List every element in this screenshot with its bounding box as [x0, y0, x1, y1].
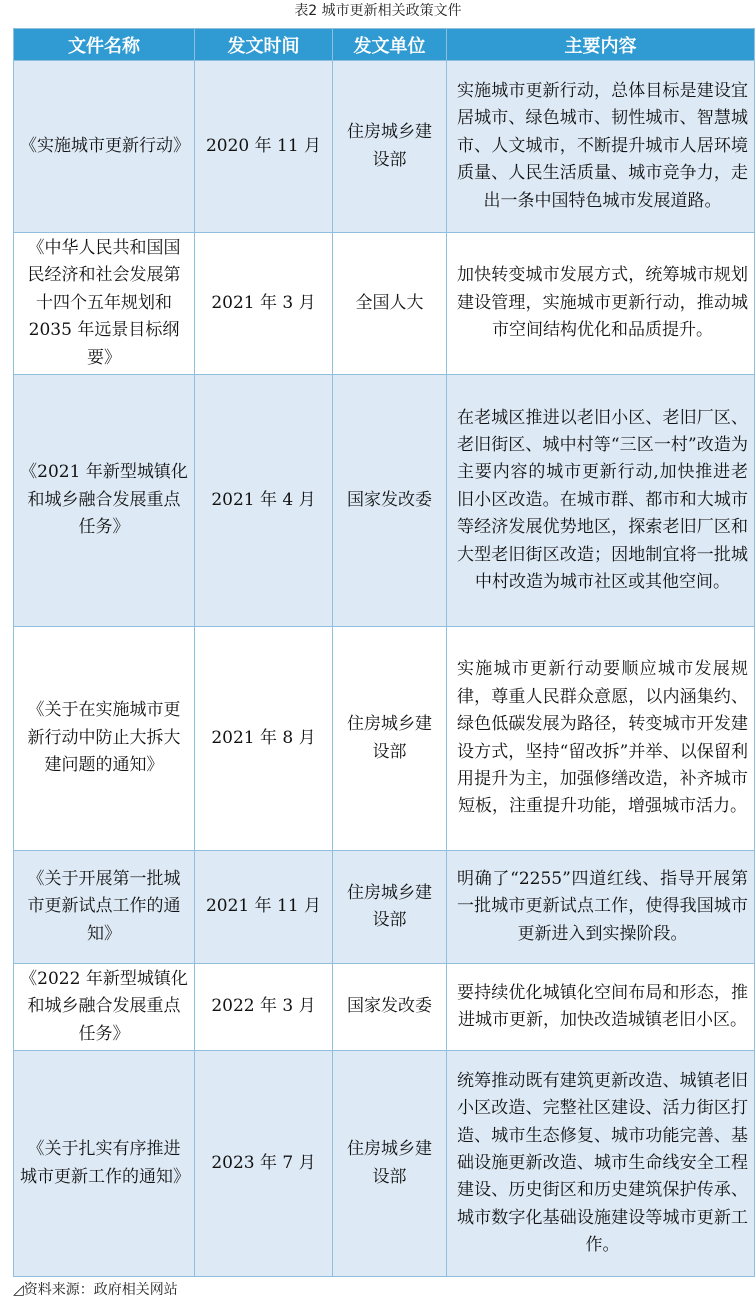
- issuer-cell: 住房城乡建设部: [333, 1051, 447, 1277]
- main-content-cell: 实施城市更新行动要顺应城市发展规律，尊重人民群众意愿，以内涵集约、绿色低碳发展为路径，转变城市开发建设方式，坚持“留改拆”并举、以保留利用提升为主，加强修缮改造，补齐城市短板，注重提升功能，增强城市活力。: [447, 627, 755, 851]
- header-document-name: 文件名称: [14, 29, 195, 61]
- table-row: [14, 233, 755, 375]
- issuer-cell: 住房城乡建设部: [333, 851, 447, 964]
- issue-date-cell: 2021 年 3 月: [195, 233, 333, 375]
- main-content-cell: 加快转变城市发展方式，统筹城市规划建设管理，实施城市更新行动，推动城市空间结构优化和品质提升。: [447, 233, 755, 375]
- issuer-cell: 住房城乡建设部: [333, 61, 447, 233]
- document-name-cell: 《中华人民共和国国民经济和社会发展第十四个五年规划和 2035 年远景目标纲要》: [14, 233, 195, 375]
- table-row: [14, 61, 755, 233]
- table-row: [14, 1051, 755, 1277]
- table-caption: 表2 城市更新相关政策文件: [294, 3, 462, 19]
- issuer-cell: 全国人大: [333, 233, 447, 375]
- header-main-content: 主要内容: [447, 29, 755, 61]
- issuer-cell: 国家发改委: [333, 375, 447, 627]
- policy-table: [13, 28, 755, 1277]
- table-row: [14, 851, 755, 964]
- main-content-cell: 要持续优化城镇化空间布局和形态，推进城市更新，加快改造城镇老旧小区。: [447, 964, 755, 1051]
- header-issue-date: 发文时间: [195, 29, 333, 61]
- issuer-cell: 国家发改委: [333, 964, 447, 1051]
- document-name-cell: 《2021 年新型城镇化和城乡融合发展重点任务》: [14, 375, 195, 627]
- issue-date-cell: 2021 年 4 月: [195, 375, 333, 627]
- document-name-cell: 《关于扎实有序推进城市更新工作的通知》: [14, 1051, 195, 1277]
- table-row: [14, 627, 755, 851]
- table-row: [14, 375, 755, 627]
- issue-date-cell: 2020 年 11 月: [195, 61, 333, 233]
- main-content-cell: 实施城市更新行动，总体目标是建设宜居城市、绿色城市、韧性城市、智慧城市、人文城市，不断提升城市人居环境质量、人民生活质量、城市竞争力，走出一条中国特色城市发展道路。: [447, 61, 755, 233]
- issue-date-cell: 2022 年 3 月: [195, 964, 333, 1051]
- main-content-cell: 在老城区推进以老旧小区、老旧厂区、老旧街区、城中村等“三区一村”改造为主要内容的城市更新行动,加快推进老旧小区改造。在城市群、都市和大城市等经济发展优势地区，探索老旧厂区和大型老旧街区改造；因地制宜将一批城中村改造为城市社区或其他空间。: [447, 375, 755, 627]
- issue-date-cell: 2021 年 11 月: [195, 851, 333, 964]
- table-row: [14, 964, 755, 1051]
- issue-date-cell: 2021 年 8 月: [195, 627, 333, 851]
- header-issuer: 发文单位: [333, 29, 447, 61]
- document-name-cell: 《实施城市更新行动》: [14, 61, 195, 233]
- source-note: ◿资料来源：政府相关网站: [13, 1282, 178, 1298]
- main-content-cell: 明确了“2255”四道红线、指导开展第一批城市更新试点工作，使得我国城市更新进入到实操阶段。: [447, 851, 755, 964]
- document-name-cell: 《2022 年新型城镇化和城乡融合发展重点任务》: [14, 964, 195, 1051]
- table-header-row: [14, 29, 755, 61]
- document-name-cell: 《关于在实施城市更新行动中防止大拆大建问题的通知》: [14, 627, 195, 851]
- issuer-cell: 住房城乡建设部: [333, 627, 447, 851]
- main-content-cell: 统筹推动既有建筑更新改造、城镇老旧小区改造、完整社区建设、活力街区打造、城市生态修复、城市功能完善、基础设施更新改造、城市生命线安全工程建设、历史街区和历史建筑保护传承、城市数字化基础设施建设等城市更新工作。: [447, 1051, 755, 1277]
- issue-date-cell: 2023 年 7 月: [195, 1051, 333, 1277]
- document-name-cell: 《关于开展第一批城市更新试点工作的通知》: [14, 851, 195, 964]
